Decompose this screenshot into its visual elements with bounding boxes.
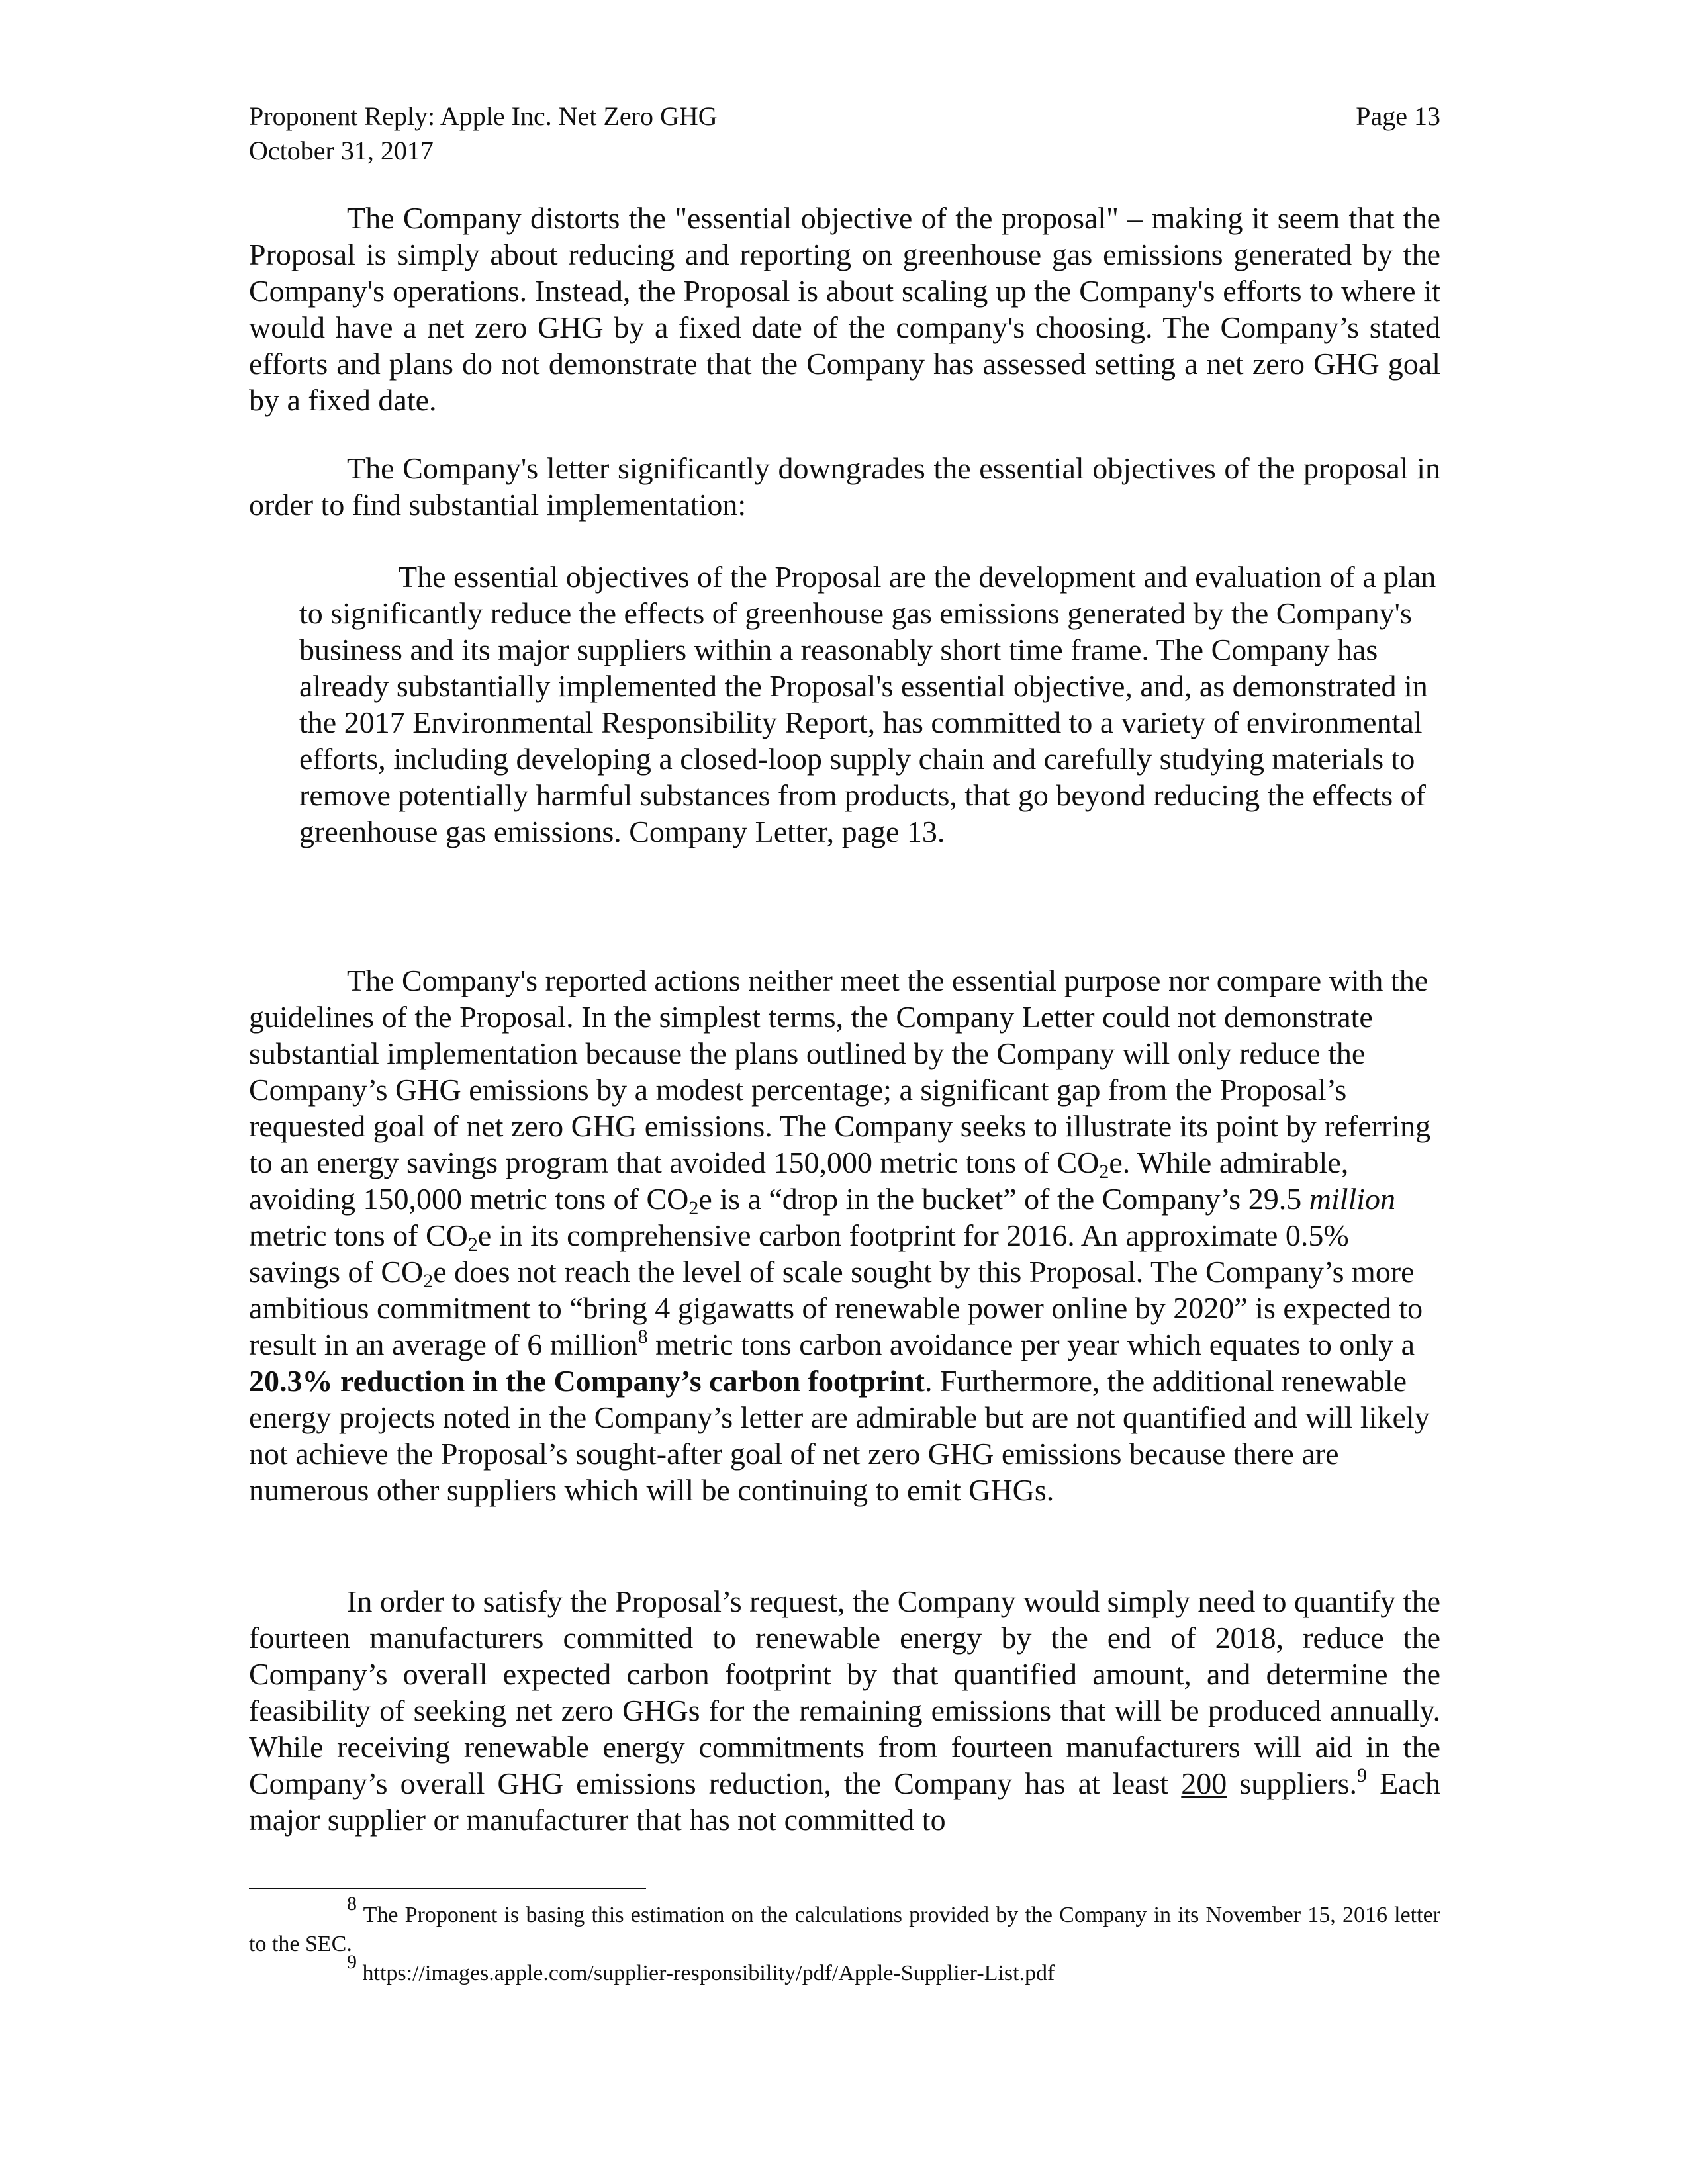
paragraph-4: In order to satisfy the Proposal’s request, the Company would simply need to quantify the fourteen manufacturers committed to renewable energy by the end of 2018, reduce the Company’s overall expected carbon footprint by that quantified amount, and determine the feasibility of seeking net zero GHGs for the remaining emissions that will be produced annually. While receiving renewable energy commitments from fourteen manufacturers will aid in the Company’s overall GHG emissions reduction, the Company has at least 200 suppliers.$^9$ Each major supplier or manufacturer that has not committed to (249, 1584, 1440, 1837)
block-quote (299, 559, 1436, 850)
header-date: October 31, 2017 (249, 136, 434, 165)
page-number: Page 13 (1356, 101, 1440, 131)
footnote-8: $^8$ The Proponent is basing this estimation on the calculations provided by the Company in its November 15, 2016 letter to the SEC. (249, 1893, 1440, 1956)
emphasis-reduction: 20.3% reduction in the Company’s carbon footprint (249, 1364, 925, 1398)
underlined-200: 200 (1181, 1766, 1227, 1800)
header-title: Proponent Reply: Apple Inc. Net Zero GHG (249, 101, 718, 131)
footnote-ref-9: 9 (1356, 1764, 1367, 1786)
page-header (249, 99, 1440, 168)
paragraph-2: The Company's letter significantly downgrades the essential objectives of the proposal in order to find substantial implementation: (249, 451, 1440, 522)
footnote-separator (249, 1888, 646, 1889)
footnote-9: $^9$ https://images.apple.com/supplier-responsibility/pdf/Apple-Supplier-List.pdf (347, 1951, 1055, 1985)
footnote-ref-8: 8 (637, 1326, 648, 1347)
block-quote-text: The essential objectives of the Proposal are the development and evaluation of a plan to significantly reduce the effects of greenhouse gas emissions generated by the Company's business and its major suppliers within a reasonably short time frame. The Company has already substantially implemented the Proposal's essential objective, and, as demonstrated in the 2017 Environmental Responsibility Report, has committed to a variety of environmental efforts, including developing a closed-loop supply chain and carefully studying materials to remove potentially harmful substances from products, that go beyond reducing the effects of greenhouse gas emissions. Company Letter, page 13. (299, 560, 1436, 848)
paragraph-1: The Company distorts the "essential objective of the proposal" – making it seem that the Proposal is simply about reducing and reporting on greenhouse gas emissions generated by the Company's operations. Instead, the Proposal is about scaling up the Company's efforts to where it would have a net zero GHG by a fixed date of the company's choosing. The Company’s stated efforts and plans do not demonstrate that the Company has assessed setting a net zero GHG goal by a fixed date. (249, 201, 1440, 417)
paragraph-3: The Company's reported actions neither meet the essential purpose nor compare with the guidelines of the Proposal. In the simplest terms, the Company Letter could not demonstrate substantial implementation because the plans outlined by the Company will only reduce the Company’s GHG emissions by a modest percentage; a significant gap from the Proposal’s requested goal of net zero GHG emissions. The Company seeks to illustrate its point by referring to an energy savings program that avoided 150,000 metric tons of $CO_2e$. While admirable, avoiding 150,000 metric tons of $CO_2e$ is a “drop in the bucket” of the Company’s 29.5 million metric tons of $CO_2e$ in its comprehensive carbon footprint for 2016. An approximate 0.5% savings of $CO_2e$ does not reach the level of scale sought by this Proposal. The Company’s more ambitious commitment to “bring 4 gigawatts of renewable power online by 2020” is expected to result in an average of 6 million$^8$ metric tons carbon avoidance per year which equates to only a 20.3% reduction in the Company’s carbon footprint. Furthermore, the additional renewable energy projects noted in the Company’s letter are admirable but are not quantified and will likely not achieve the Proposal’s sought-after goal of net zero GHG emissions because there are numerous other suppliers which will be continuing to emit GHGs. (249, 964, 1431, 1507)
